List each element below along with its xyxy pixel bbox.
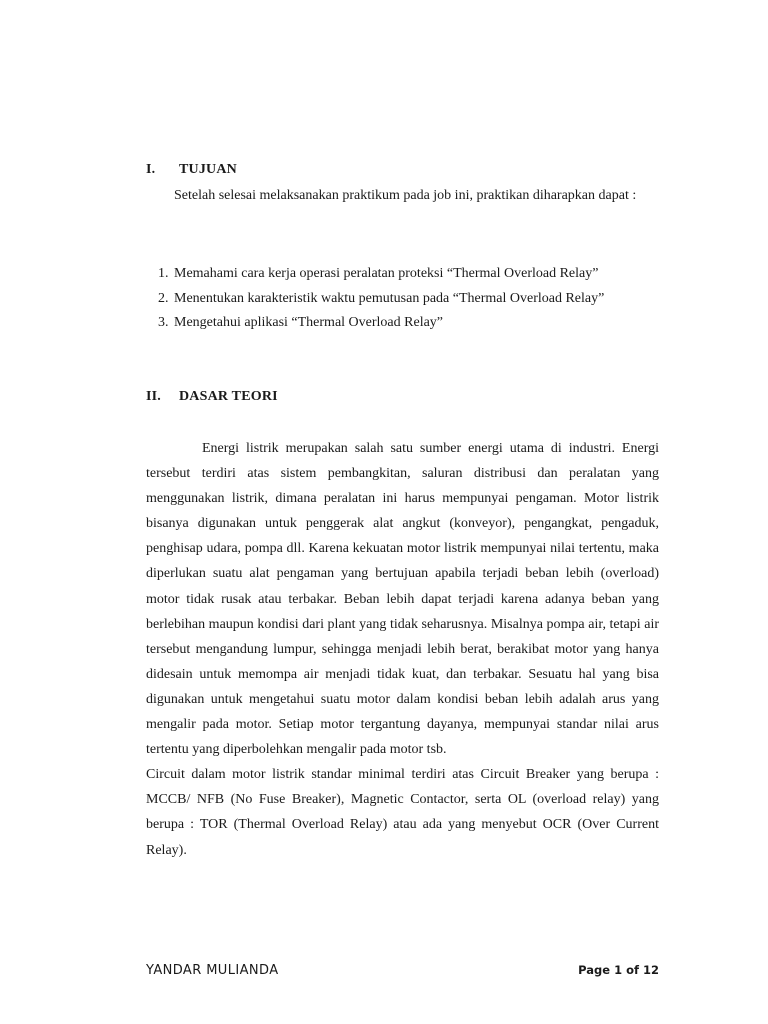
list-item-index: 1. [158,266,169,281]
list-item [158,262,604,287]
theory-paragraph-1: Energi listrik merupakan salah satu sumber energi utama di industri. Energi tersebut terdiri atas sistem pembangkitan, saluran distribusi dan peralatan yang menggunakan listrik, dimana peralatan ini harus mempunyai pengaman. Motor listrik bisanya digunakan untuk penggerak alat angkut (konveyor), pengangkat, pengaduk, penghisap udara, pompa dll. Karena kekuatan motor listrik mempunyai nilai tertentu, maka diperlukan suatu alat pengaman yang bertujuan apabila terjadi beban lebih (overload) motor tidak rusak atau terbakar. Beban lebih dapat terjadi karena adanya beban yang berlebihan maupun kondisi dari plant yang tidak seharusnya. Misalnya pompa air, tetapi air tersebut mengandung lumpur, sehingga menjadi lebih berat, berakibat motor yang hanya didesain untuk memompa air menjadi tidak kuat, dan terbakar. Sesuatu hal yang bisa digunakan untuk mengetahui suatu motor dalam kondisi beban lebih adalah arus yang mengalir pada motor. Setiap motor tergantung dayanya, mempunyai standar nilai arus tertentu yang diperbolehkan mengalir pada motor tsb. [146,441,659,758]
footer-author: YANDAR MULIANDA [146,963,279,978]
theory-paragraph-2: Circuit dalam motor listrik standar minimal terdiri atas Circuit Breaker yang berupa : MCCB/ NFB (No Fuse Breaker), Magnetic Contactor, serta OL (overload relay) yang berupa : TOR (Thermal Overload Relay) atau ada yang menyebut OCR (Over Current Relay). [146,767,659,858]
section-1-heading [146,162,237,178]
list-item-index: 3. [158,315,169,330]
goals-list [158,262,604,336]
section-2-body [146,436,659,863]
section-2-number: II. [146,389,161,404]
list-item [158,287,604,312]
list-item-text: Menentukan karakteristik waktu pemutusan pada “Thermal Overload Relay” [174,290,605,306]
list-item-text: Memahami cara kerja operasi peralatan proteksi “Thermal Overload Relay” [174,266,599,281]
list-item [158,311,604,336]
list-item-index: 2. [158,290,169,306]
section-1-number: I. [146,162,156,177]
list-item-text: Mengetahui aplikasi “Thermal Overload Relay” [174,315,444,330]
footer-page-number: Page 1 of 12 [578,963,659,977]
section-1-title: TUJUAN [179,162,237,177]
section-2-title: DASAR TEORI [179,389,278,404]
section-1-intro: Setelah selesai melaksanakan praktikum pada job ini, praktikan diharapkan dapat : [174,188,637,203]
section-2-heading [146,389,278,405]
